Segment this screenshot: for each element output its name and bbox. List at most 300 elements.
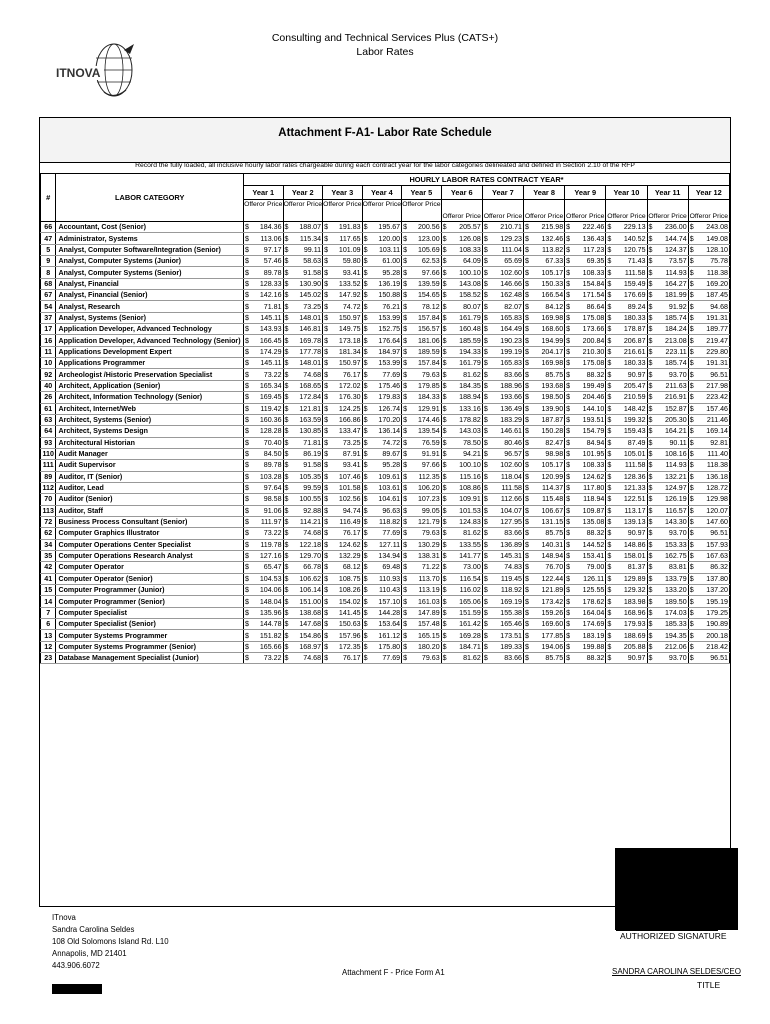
currency-symbol: $: [402, 244, 411, 255]
table-row: [41, 460, 730, 471]
currency-symbol: $: [688, 471, 697, 482]
rate-cell: 124.62: [574, 471, 606, 482]
currency-symbol: $: [283, 312, 292, 323]
labor-category: Architect, Application (Senior): [56, 380, 244, 391]
currency-symbol: $: [647, 290, 656, 301]
currency-symbol: $: [524, 494, 533, 505]
currency-symbol: $: [524, 256, 533, 267]
currency-symbol: $: [441, 324, 450, 335]
currency-symbol: $: [323, 539, 332, 550]
offeror-price-header: Offeror Price: [565, 200, 606, 222]
rate-cell: 95.28: [371, 460, 402, 471]
currency-symbol: $: [402, 516, 411, 527]
currency-symbol: $: [323, 414, 332, 425]
rate-cell: 195.19: [698, 596, 730, 607]
rate-cell: 95.28: [371, 267, 402, 278]
rate-cell: 177.78: [292, 346, 323, 357]
currency-symbol: $: [606, 256, 615, 267]
currency-symbol: $: [606, 630, 615, 641]
rate-cell: 243.08: [698, 222, 730, 233]
currency-symbol: $: [402, 619, 411, 630]
currency-symbol: $: [283, 630, 292, 641]
table-row: [41, 267, 730, 278]
rate-cell: 128.72: [698, 482, 730, 493]
rate-cell: 136.14: [371, 426, 402, 437]
currency-symbol: $: [323, 573, 332, 584]
row-number: 64: [41, 426, 56, 437]
rate-cell: 146.81: [292, 324, 323, 335]
rate-cell: 136.89: [492, 539, 524, 550]
rate-cell: 194.35: [656, 630, 688, 641]
currency-symbol: $: [606, 528, 615, 539]
rate-cell: 73.25: [331, 437, 362, 448]
table-row: [41, 256, 730, 267]
rate-cell: 180.33: [615, 312, 647, 323]
rate-cell: 64.09: [451, 256, 483, 267]
year-header: Year 10: [606, 186, 647, 200]
currency-symbol: $: [647, 414, 656, 425]
rate-cell: 73.57: [656, 256, 688, 267]
rate-cell: 145.31: [492, 550, 524, 561]
rate-cell: 81.62: [451, 369, 483, 380]
labor-category: Administrator, Systems: [56, 233, 244, 244]
rate-cell: 107.23: [411, 494, 442, 505]
offeror-price-header: Offeror Price: [441, 200, 482, 222]
labor-category: Analyst, Computer Systems (Senior): [56, 267, 244, 278]
currency-symbol: $: [362, 346, 371, 357]
currency-symbol: $: [606, 369, 615, 380]
rate-cell: 79.00: [574, 562, 606, 573]
rate-cell: 148.01: [292, 312, 323, 323]
rate-cell: 74.68: [292, 369, 323, 380]
currency-symbol: $: [402, 426, 411, 437]
currency-symbol: $: [323, 426, 332, 437]
currency-symbol: $: [482, 278, 491, 289]
rate-cell: 193.66: [492, 392, 524, 403]
rate-cell: 181.34: [331, 346, 362, 357]
rate-cell: 104.61: [371, 494, 402, 505]
rate-cell: 200.56: [411, 222, 442, 233]
currency-symbol: $: [441, 369, 450, 380]
rate-cell: 96.51: [698, 653, 730, 664]
rate-cell: 100.55: [292, 494, 323, 505]
currency-symbol: $: [283, 573, 292, 584]
currency-symbol: $: [362, 653, 371, 664]
rate-cell: 161.03: [411, 596, 442, 607]
rate-cell: 101.95: [574, 448, 606, 459]
rate-cell: 166.86: [331, 414, 362, 425]
rate-cell: 132.21: [656, 471, 688, 482]
rate-cell: 126.11: [574, 573, 606, 584]
currency-symbol: $: [606, 596, 615, 607]
rate-cell: 158.52: [451, 290, 483, 301]
currency-symbol: $: [244, 585, 253, 596]
currency-symbol: $: [565, 437, 574, 448]
rate-cell: 71.22: [411, 562, 442, 573]
rate-cell: 73.22: [252, 369, 283, 380]
rate-cell: 122.18: [292, 539, 323, 550]
currency-symbol: $: [244, 267, 253, 278]
rate-cell: 76.70: [533, 562, 565, 573]
rate-cell: 168.96: [615, 607, 647, 618]
currency-symbol: $: [402, 471, 411, 482]
rate-cell: 117.23: [574, 244, 606, 255]
rate-cell: 185.59: [451, 335, 483, 346]
currency-symbol: $: [283, 437, 292, 448]
currency-symbol: $: [323, 301, 332, 312]
rate-cell: 67.33: [533, 256, 565, 267]
currency-symbol: $: [362, 256, 371, 267]
currency-symbol: $: [565, 414, 574, 425]
rate-cell: 205.47: [615, 380, 647, 391]
currency-symbol: $: [647, 585, 656, 596]
currency-symbol: $: [441, 290, 450, 301]
rate-cell: 136.43: [574, 233, 606, 244]
table-row: [41, 619, 730, 630]
rate-cell: 157.46: [698, 403, 730, 414]
currency-symbol: $: [362, 607, 371, 618]
currency-symbol: $: [362, 630, 371, 641]
currency-symbol: $: [688, 244, 697, 255]
currency-symbol: $: [362, 460, 371, 471]
rate-cell: 121.79: [411, 516, 442, 527]
currency-symbol: $: [524, 358, 533, 369]
rate-cell: 164.21: [656, 426, 688, 437]
currency-symbol: $: [688, 528, 697, 539]
currency-symbol: $: [323, 460, 332, 471]
year-header: Year 5: [402, 186, 442, 200]
labor-category: Auditor, IT (Senior): [56, 471, 244, 482]
currency-symbol: $: [565, 460, 574, 471]
rate-cell: 122.51: [615, 494, 647, 505]
currency-symbol: $: [283, 550, 292, 561]
currency-symbol: $: [441, 630, 450, 641]
currency-symbol: $: [647, 335, 656, 346]
currency-symbol: $: [647, 482, 656, 493]
labor-category: Auditor (Senior): [56, 494, 244, 505]
currency-symbol: $: [524, 539, 533, 550]
table-row: [41, 573, 730, 584]
currency-symbol: $: [323, 516, 332, 527]
rate-cell: 205.88: [615, 641, 647, 652]
footer-contact-block: [52, 912, 169, 972]
currency-symbol: $: [482, 312, 491, 323]
rate-cell: 157.96: [331, 630, 362, 641]
signature-label: AUTHORIZED SIGNATURE: [620, 931, 727, 941]
currency-symbol: $: [606, 426, 615, 437]
rate-cell: 107.46: [331, 471, 362, 482]
currency-symbol: $: [688, 346, 697, 357]
currency-symbol: $: [362, 426, 371, 437]
rate-cell: 150.97: [331, 358, 362, 369]
labor-category: Computer Operations Research Analyst: [56, 550, 244, 561]
rate-cell: 166.45: [252, 335, 283, 346]
currency-symbol: $: [283, 278, 292, 289]
rate-cell: 205.57: [451, 222, 483, 233]
table-row: [41, 290, 730, 301]
rate-cell: 157.84: [411, 312, 442, 323]
currency-symbol: $: [402, 437, 411, 448]
currency-symbol: $: [244, 324, 253, 335]
currency-symbol: $: [244, 505, 253, 516]
currency-symbol: $: [524, 414, 533, 425]
currency-symbol: $: [244, 516, 253, 527]
rate-cell: 118.94: [574, 494, 606, 505]
labor-category: Business Process Consultant (Senior): [56, 516, 244, 527]
currency-symbol: $: [565, 244, 574, 255]
rate-cell: 84.94: [574, 437, 606, 448]
row-number: 89: [41, 471, 56, 482]
rate-cell: 128.36: [615, 471, 647, 482]
rate-cell: 217.98: [698, 380, 730, 391]
currency-symbol: $: [244, 641, 253, 652]
table-row: [41, 414, 730, 425]
rate-cell: 174.29: [252, 346, 283, 357]
currency-symbol: $: [402, 505, 411, 516]
rate-cell: 85.75: [533, 369, 565, 380]
currency-symbol: $: [688, 630, 697, 641]
rate-cell: 153.64: [371, 619, 402, 630]
rate-cell: 190.23: [492, 335, 524, 346]
rate-cell: 68.12: [331, 562, 362, 573]
rate-cell: 165.15: [411, 630, 442, 641]
rate-cell: 93.70: [656, 653, 688, 664]
currency-symbol: $: [244, 562, 253, 573]
currency-symbol: $: [482, 482, 491, 493]
currency-symbol: $: [323, 244, 332, 255]
currency-symbol: $: [482, 369, 491, 380]
rate-cell: 119.42: [252, 403, 283, 414]
rate-cell: 58.63: [292, 256, 323, 267]
table-row: [41, 471, 730, 482]
rate-cell: 84.12: [533, 301, 565, 312]
rate-cell: 77.69: [371, 653, 402, 664]
currency-symbol: $: [402, 550, 411, 561]
currency-symbol: $: [244, 290, 253, 301]
rate-cell: 93.41: [331, 460, 362, 471]
currency-symbol: $: [402, 562, 411, 573]
rate-cell: 136.18: [698, 471, 730, 482]
rate-cell: 105.17: [533, 267, 565, 278]
rate-cell: 105.17: [533, 460, 565, 471]
table-row: [41, 539, 730, 550]
currency-symbol: $: [441, 335, 450, 346]
rate-cell: 110.93: [371, 573, 402, 584]
rate-cell: 176.64: [371, 335, 402, 346]
currency-symbol: $: [244, 437, 253, 448]
rate-cell: 165.46: [492, 619, 524, 630]
document-header-title: Consulting and Technical Services Plus (CATS+): [271, 32, 499, 44]
rate-cell: 229.80: [698, 346, 730, 357]
year-header: Year 3: [323, 186, 363, 200]
currency-symbol: $: [283, 528, 292, 539]
rate-cell: 106.20: [411, 482, 442, 493]
rate-cell: 126.74: [371, 403, 402, 414]
rate-cell: 133.20: [656, 585, 688, 596]
currency-symbol: $: [402, 324, 411, 335]
rate-cell: 148.42: [615, 403, 647, 414]
rate-cell: 161.12: [371, 630, 402, 641]
currency-symbol: $: [323, 585, 332, 596]
row-number: 15: [41, 585, 56, 596]
rate-cell: 216.61: [615, 346, 647, 357]
row-number: 41: [41, 573, 56, 584]
labor-category: Computer Specialist (Senior): [56, 619, 244, 630]
rate-cell: 76.17: [331, 369, 362, 380]
currency-symbol: $: [244, 550, 253, 561]
currency-symbol: $: [482, 267, 491, 278]
rate-cell: 124.62: [331, 539, 362, 550]
rate-cell: 159.26: [533, 607, 565, 618]
currency-symbol: $: [688, 607, 697, 618]
currency-symbol: $: [606, 380, 615, 391]
rate-cell: 206.87: [615, 335, 647, 346]
rate-cell: 139.90: [533, 403, 565, 414]
currency-symbol: $: [524, 244, 533, 255]
currency-symbol: $: [647, 528, 656, 539]
currency-symbol: $: [244, 312, 253, 323]
currency-symbol: $: [482, 301, 491, 312]
rate-cell: 115.34: [292, 233, 323, 244]
rate-cell: 165.66: [252, 641, 283, 652]
footer-address-line2: Annapolis, MD 21401: [52, 949, 127, 958]
currency-symbol: $: [283, 256, 292, 267]
rate-cell: 161.79: [451, 358, 483, 369]
labor-category: Archeologist /Historic Preservation Specialist: [56, 369, 244, 380]
currency-symbol: $: [402, 380, 411, 391]
rate-cell: 108.16: [656, 448, 688, 459]
currency-symbol: $: [565, 471, 574, 482]
currency-symbol: $: [283, 426, 292, 437]
rate-cell: 114.93: [656, 460, 688, 471]
currency-symbol: $: [482, 437, 491, 448]
rate-cell: 121.33: [615, 482, 647, 493]
rate-cell: 129.98: [698, 494, 730, 505]
currency-symbol: $: [402, 585, 411, 596]
currency-symbol: $: [441, 653, 450, 664]
rate-cell: 118.92: [492, 585, 524, 596]
signature-redaction-block: [615, 848, 738, 930]
rate-cell: 81.62: [451, 653, 483, 664]
currency-symbol: $: [565, 426, 574, 437]
currency-symbol: $: [244, 278, 253, 289]
currency-symbol: $: [647, 426, 656, 437]
rate-cell: 129.70: [292, 550, 323, 561]
currency-symbol: $: [244, 233, 253, 244]
currency-symbol: $: [362, 403, 371, 414]
table-row: [41, 335, 730, 346]
rate-cell: 204.46: [574, 392, 606, 403]
currency-symbol: $: [565, 641, 574, 652]
rate-cell: 153.33: [656, 539, 688, 550]
row-number: 17: [41, 324, 56, 335]
row-number: 61: [41, 403, 56, 414]
rate-cell: 62.53: [411, 256, 442, 267]
currency-symbol: $: [441, 426, 450, 437]
rate-cell: 175.46: [371, 380, 402, 391]
currency-symbol: $: [323, 641, 332, 652]
rate-cell: 165.83: [492, 358, 524, 369]
currency-symbol: $: [688, 573, 697, 584]
rate-cell: 125.55: [574, 585, 606, 596]
currency-symbol: $: [402, 222, 411, 233]
rate-cell: 166.54: [533, 290, 565, 301]
rate-cell: 69.35: [574, 256, 606, 267]
currency-symbol: $: [323, 392, 332, 403]
currency-symbol: $: [647, 312, 656, 323]
rate-cell: 129.23: [492, 233, 524, 244]
rate-cell: 148.01: [292, 358, 323, 369]
currency-symbol: $: [688, 516, 697, 527]
currency-symbol: $: [688, 301, 697, 312]
rate-cell: 153.99: [371, 312, 402, 323]
rate-cell: 108.86: [451, 482, 483, 493]
currency-symbol: $: [482, 516, 491, 527]
rate-cell: 144.78: [252, 619, 283, 630]
labor-category: Architectural Historian: [56, 437, 244, 448]
currency-symbol: $: [323, 482, 332, 493]
rate-cell: 78.12: [411, 301, 442, 312]
currency-symbol: $: [688, 437, 697, 448]
currency-symbol: $: [482, 505, 491, 516]
currency-symbol: $: [606, 290, 615, 301]
currency-symbol: $: [565, 539, 574, 550]
rate-cell: 84.50: [252, 448, 283, 459]
rate-cell: 169.45: [252, 392, 283, 403]
labor-category: Architect, Information Technology (Senior): [56, 392, 244, 403]
currency-symbol: $: [283, 301, 292, 312]
currency-symbol: $: [606, 471, 615, 482]
currency-symbol: $: [565, 256, 574, 267]
currency-symbol: $: [565, 516, 574, 527]
rate-cell: 183.19: [574, 630, 606, 641]
currency-symbol: $: [524, 630, 533, 641]
rate-cell: 124.37: [656, 244, 688, 255]
labor-category: Analyst, Computer Software/Integration (Senior): [56, 244, 244, 255]
rate-cell: 195.67: [371, 222, 402, 233]
year-header: Year 1: [244, 186, 284, 200]
rate-cell: 102.60: [492, 460, 524, 471]
table-row: [41, 630, 730, 641]
rate-cell: 142.16: [252, 290, 283, 301]
currency-symbol: $: [244, 380, 253, 391]
rate-cell: 165.34: [252, 380, 283, 391]
currency-symbol: $: [323, 653, 332, 664]
rate-cell: 174.03: [656, 607, 688, 618]
year-header: Year 12: [688, 186, 729, 200]
row-number: 40: [41, 380, 56, 391]
table-row: [41, 346, 730, 357]
rate-cell: 178.82: [451, 414, 483, 425]
currency-symbol: $: [283, 222, 292, 233]
currency-symbol: $: [688, 335, 697, 346]
currency-symbol: $: [362, 380, 371, 391]
currency-symbol: $: [524, 392, 533, 403]
rate-cell: 111.04: [492, 244, 524, 255]
currency-symbol: $: [482, 607, 491, 618]
rate-cell: 90.97: [615, 528, 647, 539]
rate-cell: 74.72: [331, 301, 362, 312]
currency-symbol: $: [441, 460, 450, 471]
currency-symbol: $: [402, 494, 411, 505]
rate-cell: 194.33: [451, 346, 483, 357]
rate-cell: 161.79: [451, 312, 483, 323]
rate-cell: 104.07: [492, 505, 524, 516]
rate-cell: 144.10: [574, 403, 606, 414]
table-row: [41, 482, 730, 493]
rate-cell: 88.32: [574, 369, 606, 380]
rate-cell: 113.06: [252, 233, 283, 244]
